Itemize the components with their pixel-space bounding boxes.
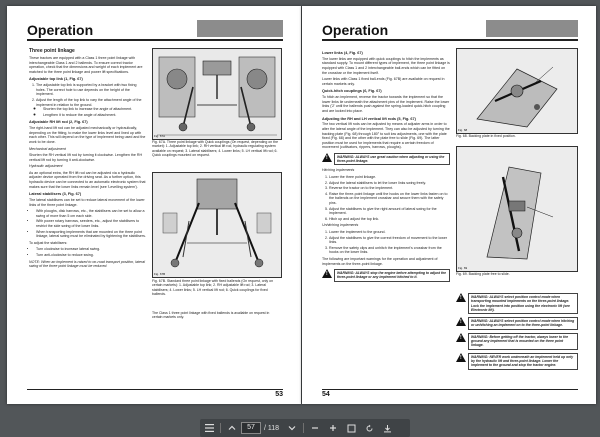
warning-block — [456, 317, 578, 330]
quick-hitch-paragraph: To hitch an implement, reverse the tractor towards the implement so that the lower links lie underneath the attachment pins of the implement. Raise the lower links ('2' until the ballends push against the spring-loaded quick-hitch coupling and are locked into place. — [322, 95, 450, 113]
linkage-fixed-ballends-illustration — [153, 173, 281, 277]
list-item: 2. Adjust the length of the top link to vary the attachment angle of the implement in relation to the ground. ◦ Shorten the top link to increase the angle of attachment. ◦ Lengthen it to reduce the angle of attachment. — [36, 98, 147, 117]
figure-tag: Fig. 69 — [458, 266, 468, 270]
warning-text: WARNING: Before getting off the tractor, always lower to the ground any implement that is mounted on the three point linkage. — [468, 333, 578, 350]
backing-plate-sliding-illustration — [457, 147, 577, 271]
pdf-page-right — [302, 6, 596, 404]
list-item: ◦ Shorten the top link to increase the angle of attachment. — [43, 107, 147, 112]
list-item: 3. Remove the safety clips and unhitch the implement's crossbar from the hooks on the lower links. — [329, 246, 450, 255]
adjust-bullets — [29, 247, 147, 257]
warning-icon: ! — [456, 317, 466, 326]
warning-text: WARNING: ALWAYS stop the engine before attempting to adjust the three-point linkage or any implement hitched to it. — [334, 269, 450, 282]
hydraulic-paragraph: As an optional extra, the RH lift rod can be adjusted via a hydraulic adjuster device operated from the driving seat. As a further option, this hydraulic device can be connected to an automatic electronic system that makes sure that the lower links remain level (see 'Levelling system'). — [29, 170, 146, 189]
stabilisers-paragraph: The lateral stabilisers can be set to reduce lateral movement of the lower links of the three point linkage. — [29, 198, 145, 207]
hitching-heading: Hitching implements — [322, 168, 355, 173]
warning-block — [456, 333, 578, 350]
lower-links-heading: Lower links (4, Fig. 67) — [322, 51, 363, 55]
warning-block — [322, 269, 450, 282]
header-title: Operation — [322, 22, 389, 38]
page-header — [27, 20, 283, 41]
menu-icon[interactable] — [200, 420, 218, 436]
prev-page-icon[interactable] — [223, 420, 241, 436]
figure-69 — [456, 146, 578, 272]
page-number: 54 — [322, 389, 578, 398]
warning-icon: ! — [322, 269, 332, 278]
header-tab — [197, 20, 283, 37]
stabilisers-bullets — [29, 209, 147, 239]
adjust-intro: To adjust the stabilisers: — [29, 240, 68, 245]
hitching-steps — [322, 175, 450, 221]
page-total: / 118 — [264, 424, 280, 432]
warning-text: WARNING: ALWAYS use great caution when adjusting or using the three-point linkage. — [334, 153, 450, 166]
mechanical-subheading: Mechanical adjustment — [29, 146, 66, 151]
figure-69-caption: Fig. 69. Backing plate free to slide. — [456, 272, 510, 276]
download-icon[interactable] — [378, 420, 396, 436]
list-item: 5. Adjust the stabilisers to give the right amount of lateral swing for the implement. — [329, 207, 450, 216]
figure-tag: Fig. 67B — [154, 272, 166, 276]
page-number-input[interactable] — [241, 422, 261, 434]
warning-block — [456, 353, 578, 370]
figure-tag: Fig. 68 — [458, 128, 468, 132]
top-link-heading: Adjustable top link (1, Fig. 67) — [29, 77, 83, 82]
mechanical-paragraph: Shorten the RH vertical lift rod by turning it clockwise. Lengthen the RH vertical lift rod by turning it anti-clockwise. — [29, 153, 143, 162]
list-item: ◦ Lengthen it to reduce the angle of attachment. — [43, 113, 147, 118]
lift-rods-heading: Adjusting the RH and LH vertical lift rods (5, Fig. 67) — [322, 116, 416, 121]
pdf-page-left — [7, 6, 301, 404]
list-item: • Turn anti-clockwise to reduce swing. — [36, 253, 147, 258]
figure-68-caption: Fig. 68. Backing plate in fixed position. — [456, 134, 516, 138]
stabilisers-note: NOTE: When an implement is raised to on-road transport position, lateral swing of the three point linkage must be reduced. — [29, 259, 146, 269]
fit-page-icon[interactable] — [342, 420, 360, 436]
warning-block — [456, 293, 578, 314]
right-text-column — [322, 48, 450, 285]
hydraulic-subheading: Hydraulic adjustment — [29, 164, 63, 169]
rh-lift-heading: Adjustable RH lift rod (2, Fig. 67) — [29, 120, 88, 125]
bottom-note: The Class 1 three point linkage with fixed ballends is available on request in certain markets only. — [152, 311, 270, 320]
intro-paragraph: These tractors are equipped with a Class 1 three point linkage with interchangeable Class 1 and 2 ballends. To ensure correct tractor operation, check that the dimensions and weight of each implement are matched to the three point linkage and power lift specifications. — [29, 56, 143, 74]
list-item: 2. Adjust the stabilisers to give the correct freedom of movement to the lower links. — [329, 236, 450, 245]
unhitching-heading: Unhitching implements — [322, 223, 359, 228]
list-item: • When transporting implements that are mounted on the three point linkage, lateral swing must be eliminated by tightening the stabilisers. — [36, 230, 147, 239]
header-tab — [486, 20, 578, 37]
warning-block — [322, 153, 450, 166]
section-title: Three point linkage — [29, 48, 75, 54]
figure-67a-caption: Fig. 67A. Three point linkage with Quick couplings (On request, depending on the market): 1. Adjustable top link; 2. RH vertical lift rod, hydraulic regulating system available on request; 3. Lateral stabilisers; 4. Lower links; 5. LH vertical lift rod; 6. Quick couplings mounted on request. — [152, 140, 279, 158]
list-item: • With power rotary harrows, seeders, etc., adjust the stabilisers to restrict the side swing of the lower links. — [36, 219, 147, 228]
left-text-column — [29, 48, 147, 271]
divider — [303, 423, 304, 433]
divider — [220, 423, 221, 433]
warning-icon: ! — [456, 353, 466, 362]
list-item: • Turn clockwise to increase lateral swing. — [36, 247, 147, 252]
side-warnings — [456, 290, 578, 373]
figure-67b — [152, 172, 282, 278]
unhitching-steps — [322, 230, 450, 255]
warning-icon: ! — [456, 333, 466, 342]
warning-text: WARNING: ALWAYS select position control mode when hitching or unhitching an implement on to the three-point linkage. — [468, 317, 578, 330]
lower-links-paragraph-2: Lower links with Class 1 fixed ball-ends (Fig. 67B) are available on request in certain markets only. — [322, 77, 445, 86]
warning-text: WARNING: NEVER work underneath an implement held up only by the hydraulic lift and three-point linkage. Lower the implement to the ground and stop the tractor engine. — [468, 353, 578, 370]
top-link-steps — [29, 83, 147, 117]
warning-icon: ! — [456, 293, 466, 302]
page-header — [322, 20, 578, 41]
quick-hitch-heading: Quick-hitch couplings (6, Fig. 67) — [322, 89, 382, 94]
list-item: 3. Reverse the tractor on to the implement. — [329, 186, 450, 191]
figure-68 — [456, 48, 578, 134]
lower-links-paragraph: The lower links are equipped with quick couplings to hitch the implements as standard supply. To mount different types of implement, the three point linkage is equipped with Class 1 and 2 interchangeable ball-ends which can be fitted on the crossbar or the implement itself. — [322, 56, 450, 75]
list-item: • With ploughs, disk harrows, etc., the stabilisers can be set to allow a swing of more than 5 cm each side. — [36, 209, 147, 218]
list-item: 1. Lower the three point linkage. — [329, 175, 450, 180]
warning-text: WARNING: ALWAYS select position control mode when transporting mounted implements on the three-point linkage. Lock the implement into position using the electronic lift (see Electronic lift). — [468, 293, 578, 314]
lift-rods-paragraph: The two vertical lift rods can be adjusted by means of adjuster arms in order to alter the lateral angle of the implement. They can also be adjusted by turning the backing plate (Fig. 68) through 180° to suit low adjustments, one with the plate fixed (Fig. 68) and the other with the plate free to slide (Fig. 69). The latter position must be used for implements that require a certain freedom of movement (cultivators, rippers, harrows, ploughs). — [322, 122, 450, 150]
zoom-in-icon[interactable] — [324, 420, 342, 436]
next-page-icon[interactable] — [283, 420, 301, 436]
figure-67a — [152, 48, 282, 140]
list-item: 1. Lower the implement to the ground. — [329, 230, 450, 235]
viewer-toolbar — [200, 419, 410, 437]
linkage-quick-coupling-illustration — [153, 49, 281, 139]
list-item: 2. Adjust the lateral stabilisers to let the lower links swing freely. — [329, 181, 450, 186]
stabilisers-heading: Lateral stabilisers (3, Fig. 67) — [29, 192, 82, 197]
backing-plate-fixed-illustration — [457, 49, 577, 133]
list-item: 1. The adjustable top link is supported by a bracket with two fixing holes. The correct hole to use depends on the height of the implement. — [36, 83, 147, 97]
header-title: Operation — [27, 22, 94, 38]
closing-paragraph: The following are important warnings for the operation and adjustment of implements on the three-point linkage. — [322, 256, 438, 266]
list-item: 6. Hitch up and adjust the top link. — [329, 217, 450, 222]
rotate-icon[interactable] — [360, 420, 378, 436]
page-number: 53 — [27, 389, 283, 398]
rh-lift-paragraph: The right-hand lift rod can be adjusted mechanically or hydraulically, depending on the fitting, to make the lower links level and lined up with each other. This will depend on the type of implement being used and the work to be done. — [29, 126, 146, 144]
zoom-out-icon[interactable] — [306, 420, 324, 436]
figure-tag: Fig. 67A — [154, 134, 166, 138]
figure-67b-caption: Fig. 67B. Standard three point linkage with fixed ballends (On request, only on certain markets): 1. Adjustable top link; 2. RH adjustable lift rod; 3. Lateral stabilisers; 4. Lower links; 5. LH vertical lift rod; 6. Quick couplings for fixed ballends. — [152, 279, 274, 297]
warning-icon: ! — [322, 153, 332, 162]
list-item: 4. Raise the three-point linkage until the hooks on the lower links fasten on to the ballends on the implement crossbar and secure them with the safety pins. — [329, 192, 450, 206]
